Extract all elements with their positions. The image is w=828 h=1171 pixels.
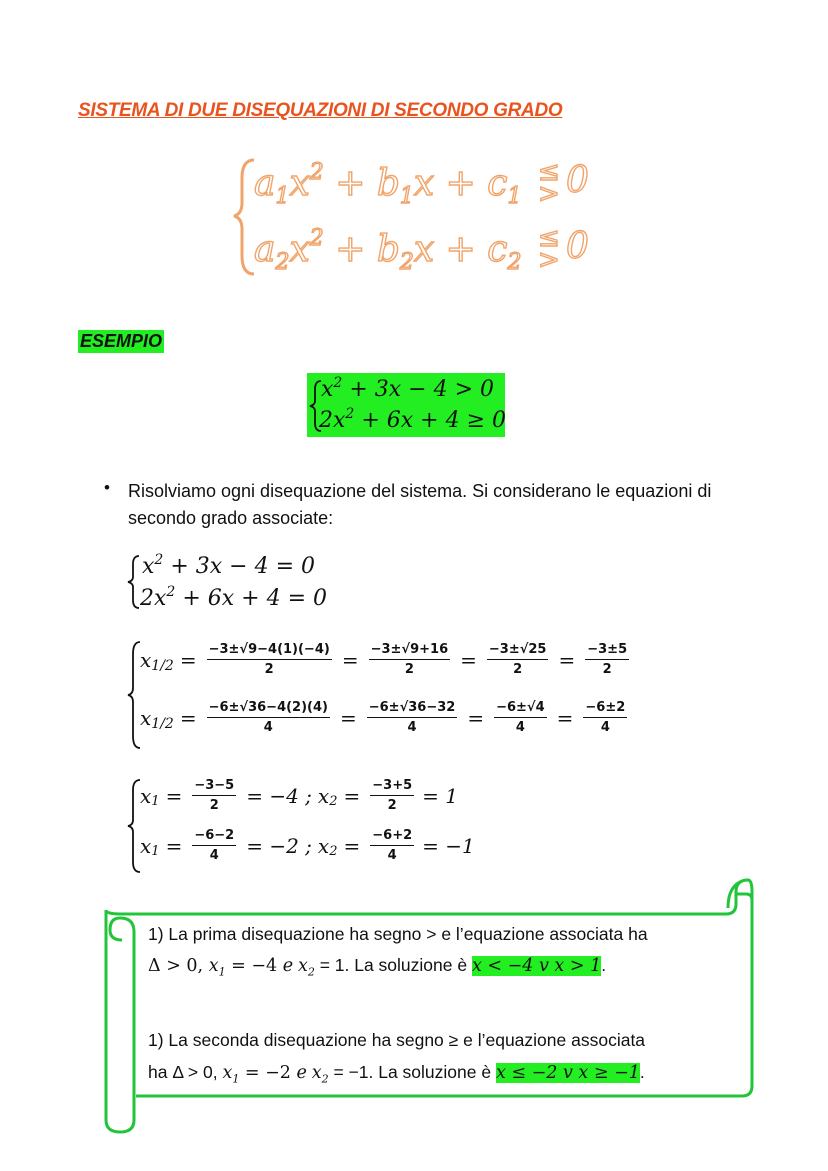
fraction: $\frac{-3-5}{2}$ bbox=[194, 778, 235, 813]
roots-values bbox=[126, 776, 546, 876]
page-title: SISTEMA DI DUE DISEQUAZIONI DI SECONDO GRADO bbox=[78, 100, 563, 121]
general-line-2: $a_2x^2 + b_2x + c_2$ bbox=[254, 226, 522, 275]
fraction: $\frac{-6\pm√36-32}{4}$ bbox=[368, 700, 456, 735]
example-system bbox=[307, 373, 505, 437]
solution-1-highlight: x < −4 v x > 1 bbox=[471, 956, 602, 976]
leq-symbol-1: ≤ bbox=[538, 157, 560, 187]
example-line-2: $2x^2 + 6x + 4 \ge 0$ bbox=[319, 406, 506, 433]
fraction: $\frac{-3\pm√25}{2}$ bbox=[488, 642, 547, 677]
fraction: $\frac{-6-2}{4}$ bbox=[194, 828, 235, 863]
roots-formula-row-2: x 1/2 = $\frac{-6\pm√36-4(2)(4)}{4}$ = $\frac{-6\pm√36-32}{4}$ = $\frac{-6\pm√4}{4}$ = $\frac{-6\pm 2}{4}$ bbox=[140, 700, 626, 735]
bullet: • bbox=[104, 478, 110, 497]
fraction: $\frac{-6\pm 2}{4}$ bbox=[585, 700, 626, 735]
associated-system bbox=[126, 550, 366, 614]
fraction: $\frac{-3\pm√9-4(1)(-4)}{2}$ bbox=[208, 642, 330, 677]
scroll-p2-line-1: 1) La seconda disequazione ha segno ≥ e l’equazione associata bbox=[148, 1030, 646, 1050]
example-line-1: $x^2 + 3x - 4 > 0$ bbox=[321, 375, 495, 402]
example-label: ESEMPIO bbox=[80, 331, 163, 351]
fraction: $\frac{-6\pm√4}{4}$ bbox=[496, 700, 545, 735]
fraction: $\frac{-3\pm 5}{2}$ bbox=[587, 642, 628, 677]
fraction: $\frac{-3\pm√9+16}{2}$ bbox=[370, 642, 449, 677]
associated-line-2: $2x^2 + 6x + 4 = 0$ bbox=[140, 584, 327, 611]
intro-paragraph: Risolviamo ogni disequazione del sistema. Si considerano le equazioni di secondo grado associate: bbox=[128, 481, 712, 528]
scroll-p2-line-2: ha Δ > 0, $x_1 = -2$ e $x_2 = -1$. La soluzione è x ≤ −2 v x ≥ −1. bbox=[148, 1062, 645, 1086]
roots-values-row-2: x 1 = $\frac{-6-2}{4}$ = −2 ; x 2 = $\frac{-6+2}{4}$ = −1 bbox=[140, 828, 475, 863]
gt-symbol-1: > bbox=[538, 179, 560, 209]
leq-symbol-2: ≤ bbox=[538, 223, 560, 253]
solution-2-highlight: x ≤ −2 v x ≥ −1 bbox=[495, 1063, 640, 1083]
scroll-frame bbox=[96, 874, 756, 1136]
fraction: $\frac{-6+2}{4}$ bbox=[372, 828, 413, 863]
gt-symbol-2: > bbox=[538, 245, 560, 275]
associated-line-1: $x^2 + 3x - 4 = 0$ bbox=[142, 552, 316, 579]
fraction: $\frac{-3+5}{2}$ bbox=[372, 778, 413, 813]
general-zero-2: 0 bbox=[566, 226, 589, 267]
scroll-p1-line-1: 1) La prima disequazione ha segno > e l’equazione associata ha bbox=[148, 924, 648, 944]
roots-formula bbox=[126, 638, 726, 752]
roots-formula-row-1: x 1/2 = $\frac{-3\pm√9-4(1)(-4)}{2}$ = $\frac{-3\pm√9+16}{2}$ = $\frac{-3\pm√25}{2}$ = $\frac{-3\pm 5}{2}$ bbox=[140, 642, 628, 677]
general-zero-1: 0 bbox=[566, 160, 589, 201]
general-system bbox=[232, 148, 612, 283]
roots-values-row-1: x 1 = $\frac{-3-5}{2}$ = −4 ; x 2 = $\frac{-3+5}{2}$ = 1 bbox=[140, 778, 458, 813]
scroll-p1-line-2: Δ > 0, $x_1 = -4$ e $x_2 = 1$. La soluzione è x < −4 v x > 1. bbox=[148, 955, 607, 979]
general-line-1: $a_1x^2 + b_1x + c_1$ bbox=[254, 160, 522, 209]
fraction: $\frac{-6\pm√36-4(2)(4)}{4}$ bbox=[208, 700, 328, 735]
